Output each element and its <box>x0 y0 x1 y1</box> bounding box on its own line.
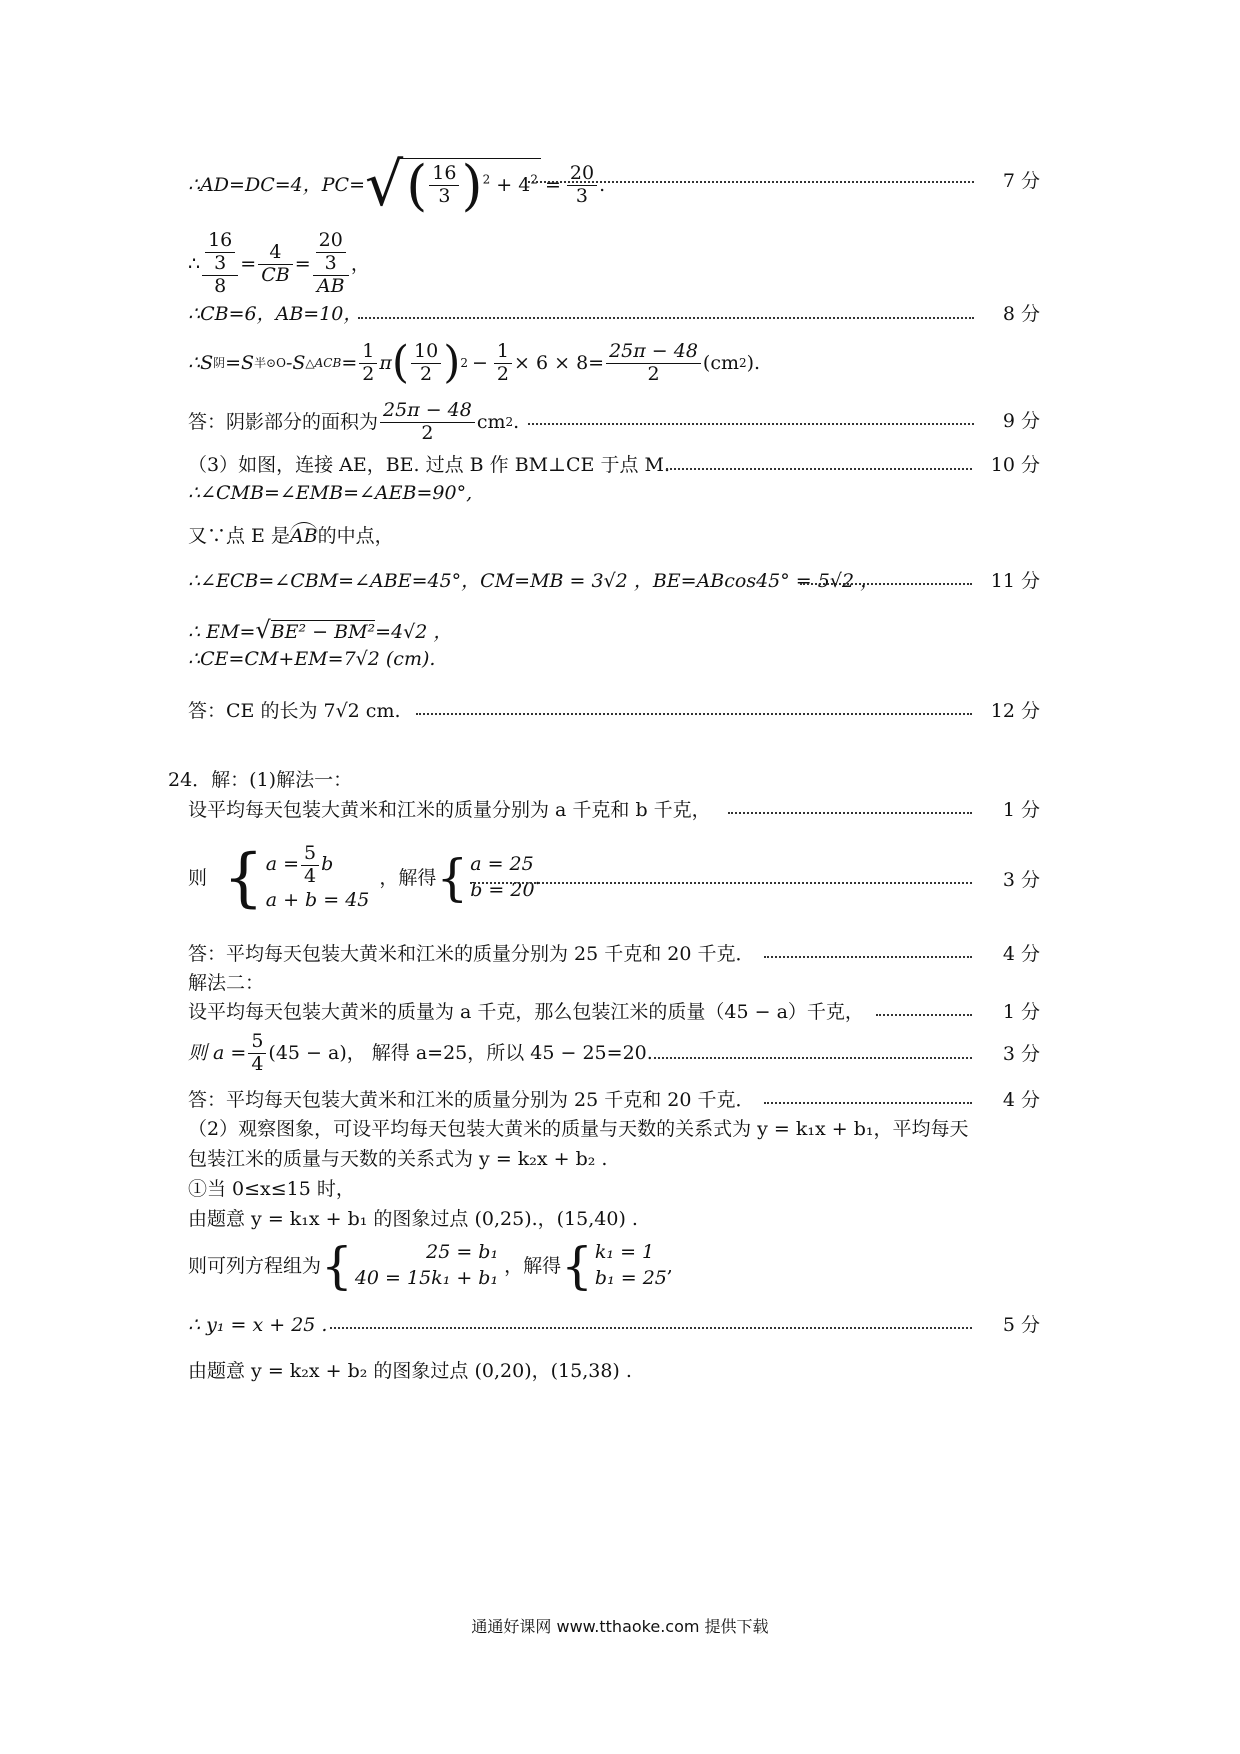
dots <box>764 956 972 958</box>
line-ad-dc: ∴AD=DC=4，PC= √( $\frac{16}{3}$ )$^2 + 4^2$ = $\frac{20}{3}$ . <box>188 150 606 220</box>
line-part-2b: 包装江米的质量与天数的关系式为 y = k₂x + b₂ . <box>188 1148 608 1170</box>
line-system-1: 则 { a = $\frac{5}{4}$ b a + b = 45 ，解得 { a = 25 b = 20 . <box>188 841 541 915</box>
line-part-2: （2）观察图象，可设平均每天包装大黄米的质量与天数的关系式为 y = k₁x + b₁，平均每天 <box>188 1118 969 1140</box>
line-answer-1: 答：平均每天包装大黄米和江米的质量分别为 25 千克和 20 千克． <box>188 943 755 965</box>
frac-20-3: $\frac{20}{3}$ <box>567 163 597 208</box>
score-9: 9 分 <box>1002 410 1040 432</box>
dots <box>654 1057 972 1059</box>
line-answer-2: 答：平均每天包装大黄米和江米的质量分别为 25 千克和 20 千克． <box>188 1089 755 1111</box>
line-points-2: 由题意 y = k₂x + b₂ 的图象过点 (0,20)，(15,38) . <box>188 1360 632 1382</box>
line-q3: （3）如图，连接 AE，BE. 过点 B 作 BM⊥CE 于点 M. <box>188 454 670 476</box>
dots <box>800 583 972 585</box>
frac-complex-2: $\frac{\frac{20}{3}}{AB}$ <box>313 230 349 298</box>
line-ad-dc-text: ∴AD=DC=4，PC= <box>188 173 365 196</box>
line-equation-2: 则 a = $\frac{5}{4}$ (45 − a)， 解得 a=25，所以 45 − 25=20. <box>188 1029 653 1075</box>
q24-heading: 24．解：(1)解法一： <box>168 769 353 791</box>
line-em: ∴ EM=√BE² − BM²=4√2 ， <box>188 616 453 644</box>
dots <box>528 181 974 183</box>
dots <box>528 423 974 425</box>
score-1a: 1 分 <box>1002 799 1040 821</box>
line-case-1: ①当 0≤x≤15 时， <box>188 1178 355 1200</box>
line-45: ∴∠ECB=∠CBM=∠ABE=45°，CM=MB = 3√2 ，BE=ABcos45° = 5√2 ， <box>188 570 880 592</box>
frac-complex-1: $\frac{\frac{16}{3}}{8}$ <box>202 230 238 298</box>
score-5: 5 分 <box>1002 1314 1040 1336</box>
page-footer: 通通好课网 www.tthaoke.com 提供下载 <box>471 1617 769 1636</box>
line-ratio: ∴ $\frac{\frac{16}{3}}{8}$ = $\frac{4}{CB}$ = $\frac{\frac{20}{3}}{AB}$ ， <box>188 229 370 297</box>
score-12: 12 分 <box>990 700 1040 722</box>
line-method-2: 解法二： <box>188 972 265 994</box>
score-4b: 4 分 <box>1002 1089 1040 1111</box>
frac-num-16: 16 <box>429 163 459 186</box>
dots <box>666 468 972 470</box>
dots <box>470 882 972 884</box>
score-11: 11 分 <box>990 570 1040 592</box>
dots <box>330 1327 972 1329</box>
line-set-a: 设平均每天包装大黄米的质量为 a 千克，那么包装江米的质量（45 − a）千克， <box>188 1001 864 1023</box>
score-3b: 3 分 <box>1002 1043 1040 1065</box>
line-area: ∴S 阴 =S 半⊙O -S △ACB = $\frac{1}{2}$ π ( $\frac{10}{2}$ ) 2 − $\frac{1}{2}$ × 6 × 8= $\frac{25\pi - 48}{2}$ (cm 2 ). <box>188 337 761 388</box>
score-10: 10 分 <box>990 454 1040 476</box>
dots <box>764 1102 972 1104</box>
line-angles: ∴∠CMB=∠EMB=∠AEB=90°, <box>188 482 473 504</box>
dots <box>416 713 972 715</box>
sqrt-pc: √( $\frac{16}{3}$ )$^2 + 4^2$ <box>365 155 541 215</box>
dots <box>358 317 974 319</box>
arc-ab: AB <box>290 522 318 547</box>
line-midpoint: 又∵点 E 是AB的中点， <box>188 527 394 546</box>
line-set-ab: 设平均每天包装大黄米和江米的质量分别为 a 千克和 b 千克， <box>188 799 711 821</box>
frac-den-3: 3 <box>438 185 451 207</box>
score-8: 8 分 <box>1002 303 1040 325</box>
line-answer-ce: 答：CE 的长为 7√2 cm. <box>188 700 401 722</box>
line-y1: ∴ y₁ = x + 25 . <box>188 1314 328 1336</box>
score-3a: 3 分 <box>1002 869 1040 891</box>
line-cb-ab: ∴CB=6，AB=10， <box>188 303 363 325</box>
score-7: 7 分 <box>1002 170 1040 192</box>
score-1b: 1 分 <box>1002 1001 1040 1023</box>
score-4a: 4 分 <box>1002 943 1040 965</box>
frac-4-cb: $\frac{4}{CB}$ <box>258 242 293 287</box>
dots <box>728 812 972 814</box>
dots <box>876 1014 972 1016</box>
line-points-1: 由题意 y = k₁x + b₁ 的图象过点 (0,25).，(15,40) . <box>188 1208 638 1230</box>
line-answer-area: 答：阴影部分的面积为 $\frac{25\pi - 48}{2}$ cm 2 . <box>188 398 520 444</box>
line-ce: ∴CE=CM+EM=7√2 (cm). <box>188 648 436 670</box>
line-system-2: 则可列方程组为 { 25 = b₁ 40 = 15k₁ + b₁ ，解得 { k₁ = 1 b₁ = 25 , <box>188 1237 673 1295</box>
